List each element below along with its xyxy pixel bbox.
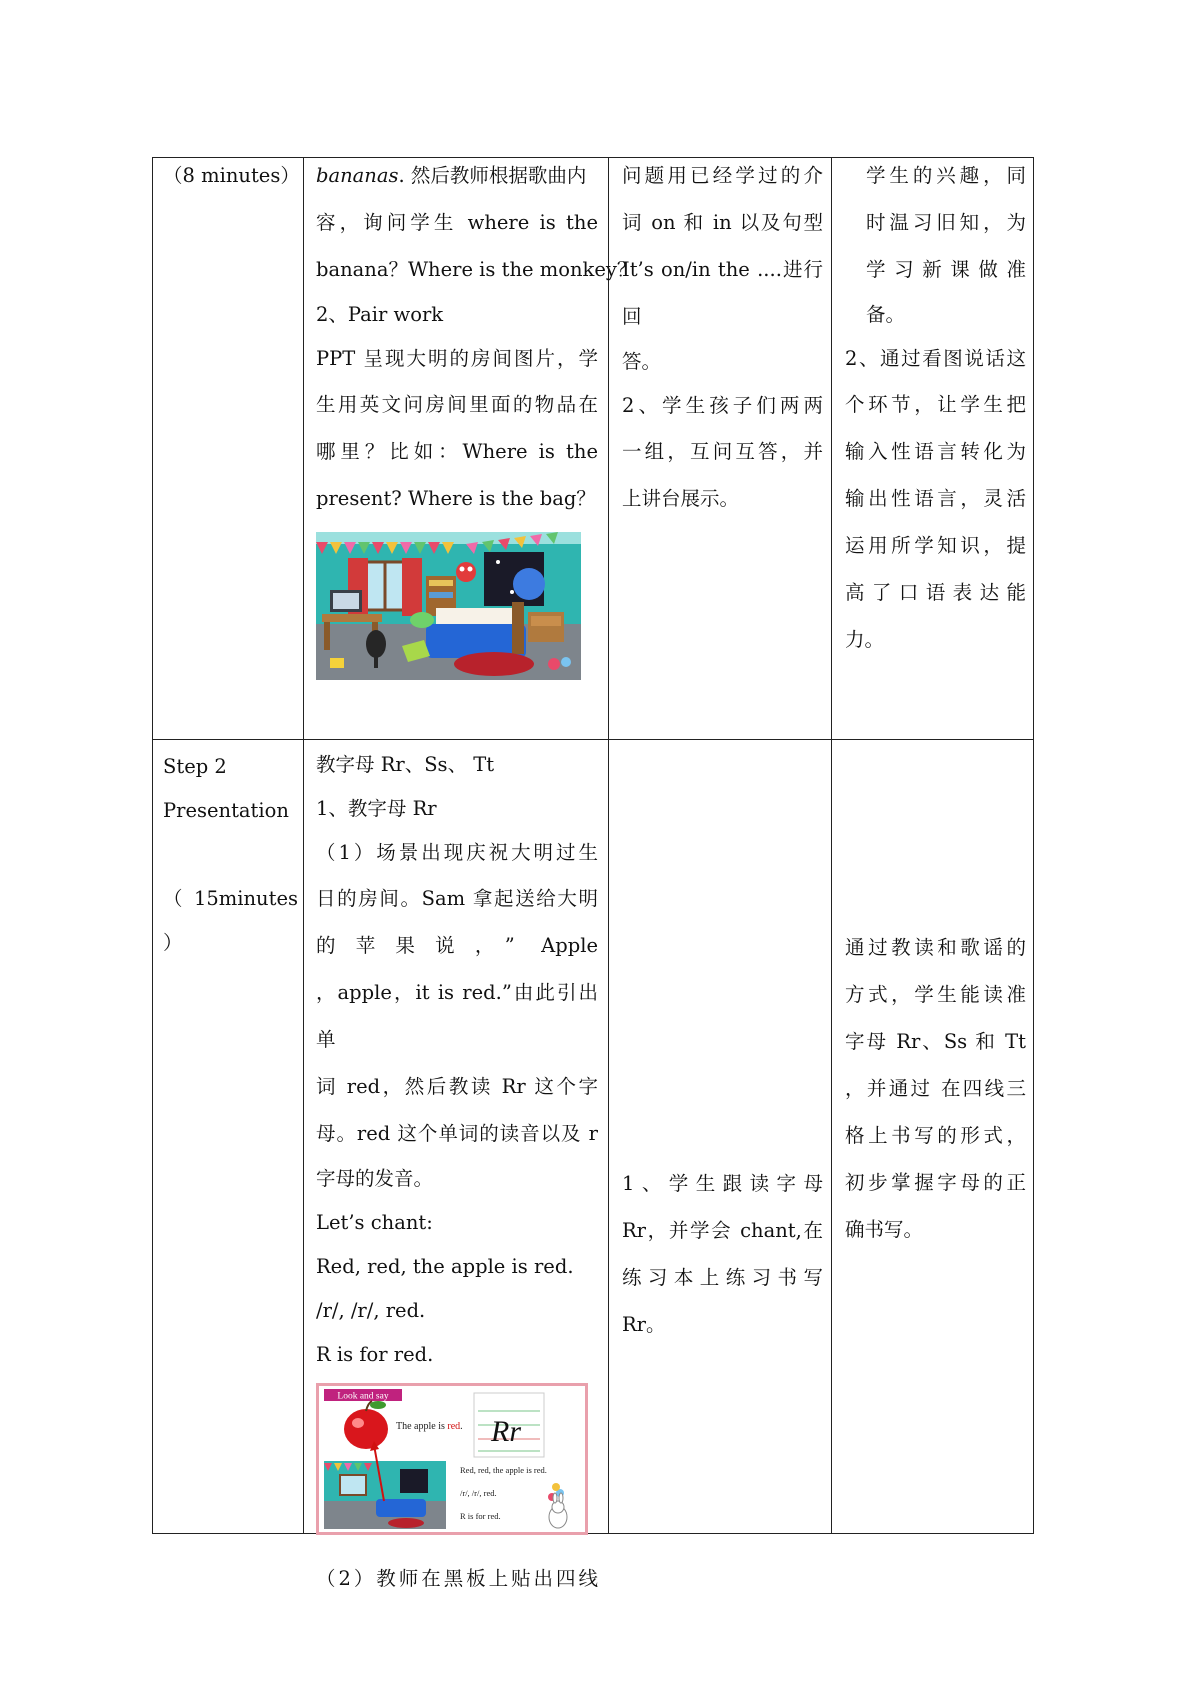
row1-activity-cell	[316, 152, 637, 697]
text-line: 词 on 和 in 以及句型	[622, 211, 823, 234]
text-line: ，并通过 在四线三	[845, 1077, 1026, 1100]
text-line: 字母的发音。	[316, 1167, 434, 1190]
sentence-prefix: The apple is	[396, 1421, 448, 1432]
text-line: 母。red 这个单词的读音以及 r	[316, 1122, 598, 1145]
text-line: R is for red.	[316, 1343, 434, 1366]
text-line: banana？Where is the monkey？	[316, 258, 637, 281]
text-line: Rr，并学会 chant,在	[622, 1219, 823, 1242]
text-line: 哪里？比如：Where is the	[316, 440, 598, 463]
text-line: 2、通过看图说话这	[845, 347, 1026, 370]
row2-student-cell	[622, 1160, 823, 1348]
text-line: 1、学生跟读字母	[622, 1172, 823, 1195]
text-line: 初步掌握字母的正	[845, 1171, 1026, 1194]
text-line: 备。	[866, 303, 906, 326]
text-line: 学习新课做准	[866, 258, 1026, 281]
text-line: 生用英文问房间里面的物品在	[316, 393, 598, 416]
chant-line: R is for red.	[460, 1511, 501, 1521]
text-fragment: . 然后教师根据歌曲内	[398, 164, 587, 187]
text-line: 运用所学知识，提	[845, 534, 1026, 557]
text-line: Rr。	[622, 1313, 666, 1336]
row2-activity-cell	[316, 743, 598, 1601]
column-divider	[303, 158, 304, 1533]
text-line	[316, 152, 598, 199]
stage-label: Presentation	[163, 799, 289, 822]
text-line: /r/, /r/, red.	[316, 1299, 426, 1322]
text-line: 的苹果说，” Apple	[316, 934, 598, 957]
duration-label: （ 15minutes	[163, 887, 298, 910]
bedroom-scene	[316, 532, 581, 680]
text-line: 答。	[622, 350, 662, 373]
look-and-say-tag: Look and say	[337, 1391, 389, 1402]
row1-student-cell	[622, 152, 823, 522]
text-line: 练习本上练习书写	[622, 1266, 823, 1289]
duration-label: （8 minutes）	[163, 164, 300, 187]
row1-time-cell	[163, 152, 298, 199]
text-line: 方式，学生能读准	[845, 983, 1026, 1006]
text-line: PPT 呈现大明的房间图片，学	[316, 347, 598, 370]
text-line: 1、教字母 Rr	[316, 797, 437, 820]
row2-step-cell	[163, 745, 298, 965]
text-line: 容，询问学生 where is the	[316, 211, 598, 234]
text-line: present? Where is the bag？	[316, 487, 596, 510]
text-line: Let’s chant:	[316, 1211, 433, 1234]
text-line: 2、学生孩子们两两	[622, 394, 823, 417]
text-line: 学生的兴趣，同	[866, 164, 1026, 187]
lesson-plan-table	[152, 157, 1034, 1590]
text-line: 时温习旧知，为	[866, 211, 1026, 234]
sentence-red-word: red	[447, 1421, 461, 1432]
text-line: 一组，互问互答，并	[622, 440, 823, 463]
duration-label-end: ）	[163, 931, 183, 954]
text-line: 输出性语言，灵活	[845, 487, 1026, 510]
chant-line: /r/, /r/, red.	[460, 1488, 497, 1498]
sentence-text	[396, 1421, 463, 1432]
bedroom-illustration	[316, 532, 598, 697]
row2-purpose-cell	[845, 924, 1026, 1253]
text-line: 词 red，然后教读 Rr 这个字	[316, 1075, 598, 1098]
text-line: 高了口语表达能	[845, 581, 1026, 604]
column-divider	[831, 158, 832, 1533]
text-line: 问题用已经学过的介	[622, 164, 823, 187]
text-line: 格上书写的形式，	[845, 1124, 1026, 1147]
text-line: 2、Pair work	[316, 303, 444, 326]
text-line: （2）教师在黑板上贴出四线	[316, 1567, 598, 1590]
text-line: It’s on/in the ....进行回	[622, 258, 823, 328]
chant-line: Red, red, the apple is red.	[460, 1465, 547, 1475]
text-line: 教字母 Rr、Ss、 Tt	[316, 753, 495, 776]
text-line: 通过教读和歌谣的	[845, 936, 1026, 959]
text-line: （1）场景出现庆祝大明过生	[316, 841, 598, 864]
text-line: 确书写。	[845, 1218, 924, 1241]
text-line: 力。	[845, 628, 885, 651]
sentence-suffix: .	[460, 1421, 463, 1432]
italic-word: bananas	[316, 164, 399, 187]
row-divider	[153, 739, 1033, 740]
row1-purpose-cell	[845, 152, 1026, 663]
column-divider	[608, 158, 609, 1533]
look-and-say-slide	[316, 1383, 588, 1535]
text-line: ，apple，it is red.”由此引出单	[316, 981, 598, 1051]
text-line: Red, red, the apple is red.	[316, 1255, 574, 1278]
text-line: 日的房间。Sam 拿起送给大明	[316, 887, 598, 910]
text-line: 个环节，让学生把	[845, 393, 1026, 416]
text-line: 字母 Rr、Ss 和 Tt	[845, 1030, 1026, 1053]
text-line: 上讲台展示。	[622, 487, 740, 510]
letters-rr: Rr	[491, 1415, 521, 1448]
step-label: Step 2	[163, 755, 227, 778]
look-and-say-figure	[316, 1383, 598, 1551]
text-line: 输入性语言转化为	[845, 440, 1026, 463]
